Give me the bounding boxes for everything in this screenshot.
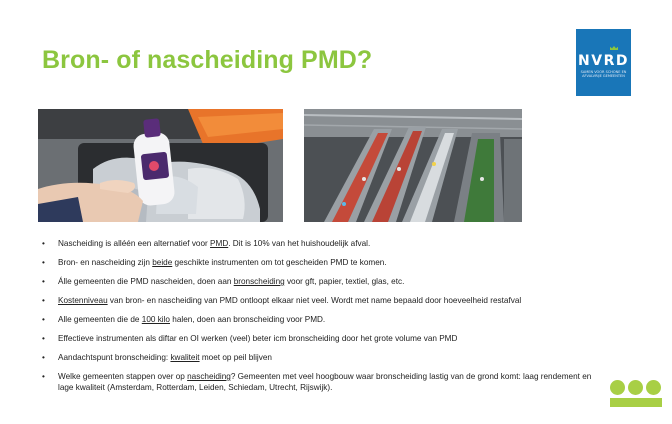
nvrd-logo <box>576 29 631 96</box>
dot-icon <box>628 380 643 395</box>
bullet-item: • Bron- en nascheiding zijn beide geschikte instrumenten om tot gescheiden PMD te komen. <box>42 257 602 268</box>
bullet-item: • Welke gemeenten stappen over op nascheiding? Gemeenten met veel hoogbouw waar bronscheiding lastig van de grond komt: laag rendement en lage kwaliteit (Amsterdam, Rotterdam, Leiden, Schiedam, Utrecht, Rijswijk). <box>42 371 602 393</box>
slide-title: Bron- of nascheiding PMD? <box>42 46 373 74</box>
logo-name: NVRD <box>578 53 629 69</box>
bullet-list <box>42 238 602 401</box>
bullet-item: • Álle gemeenten die PMD nascheiden, doen aan bronscheiding voor gft, papier, textiel, glas, etc. <box>42 276 602 287</box>
footer-dots-logo <box>610 380 662 410</box>
bullet-item: • Aandachtspunt bronscheiding: kwaliteit moet op peil blijven <box>42 352 602 363</box>
dot-icon <box>610 380 625 395</box>
bar-icon <box>610 398 662 407</box>
photo-pmd-bin <box>38 109 283 222</box>
crown-icon <box>610 46 618 50</box>
bullet-item: • Kostenniveau van bron- en nascheiding van PMD ontloopt elkaar niet veel. Wordt met name bepaald door hoeveelheid restafval <box>42 295 602 306</box>
photo-sorting-plant <box>304 109 522 222</box>
bullet-item: • Effectieve instrumenten als diftar en OI werken (veel) beter icm bronscheiding door het grote volume van PMD <box>42 333 602 344</box>
logo-subtitle: SAMEN VOOR SCHONE EN AFVALVRIJE GEMEENTEN <box>580 70 627 78</box>
bullet-item: • Nascheiding is alléén een alternatief voor PMD. Dit is 10% van het huishoudelijk afval. <box>42 238 602 249</box>
bullet-item: • Alle gemeenten die de 100 kilo halen, doen aan bronscheiding voor PMD. <box>42 314 602 325</box>
dot-icon <box>646 380 661 395</box>
